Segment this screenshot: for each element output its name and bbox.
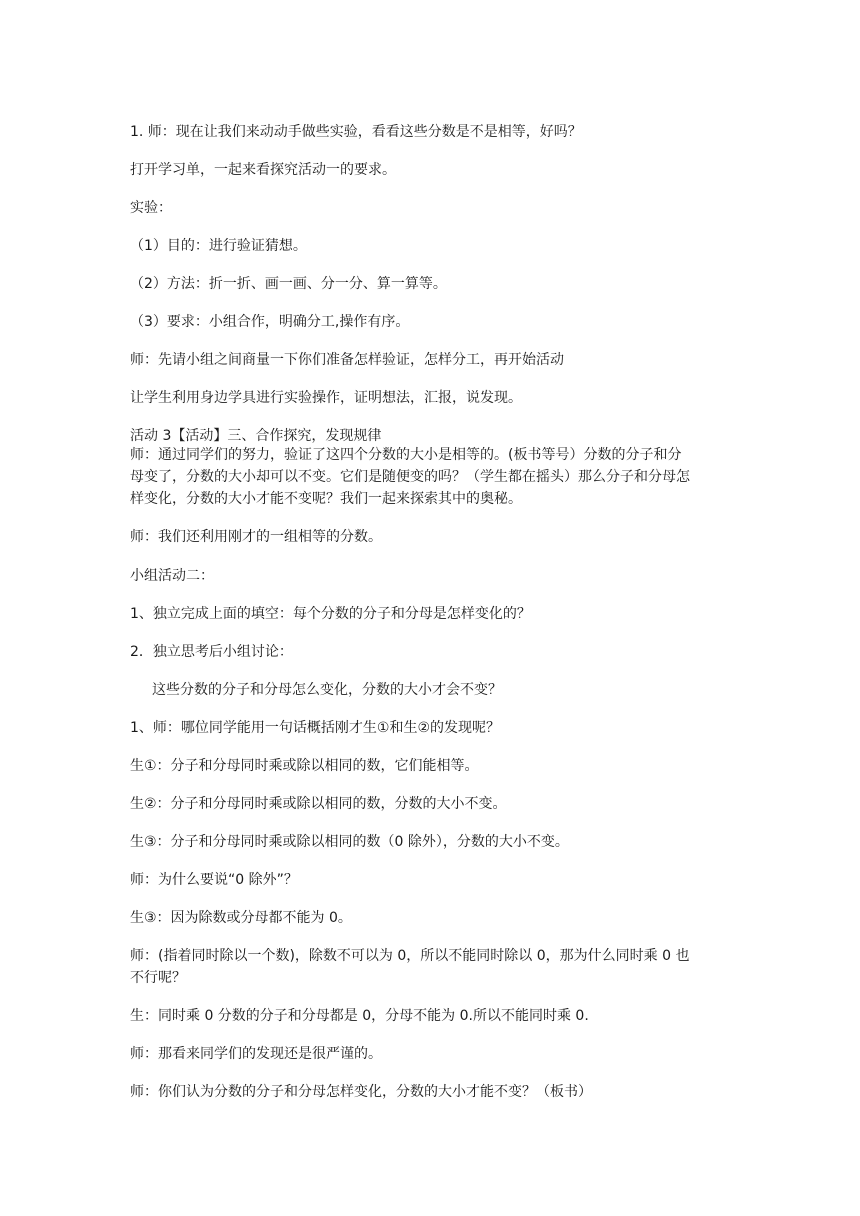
paragraph-line: 师：那看来同学们的发现还是很严谨的。	[130, 1046, 382, 1062]
paragraph-line: 打开学习单，一起来看探究活动一的要求。	[130, 162, 396, 178]
paragraph-line: 这些分数的分子和分母怎么变化，分数的大小才会不变？	[152, 682, 502, 698]
paragraph-line: 师：你们认为分数的分子和分母怎样变化，分数的大小才能不变？（板书）	[130, 1084, 592, 1100]
paragraph-line: （3）要求：小组合作，明确分工,操作有序。	[130, 314, 410, 330]
paragraph-line: 小组活动二：	[130, 568, 214, 584]
paragraph-line: 1、独立完成上面的填空：每个分数的分子和分母是怎样变化的？	[130, 606, 531, 622]
paragraph-line: 实验：	[130, 200, 172, 216]
section-heading: 活动 3【活动】三、合作探究，发现规律	[130, 428, 382, 444]
paragraph-line: 2．独立思考后小组讨论：	[130, 644, 293, 660]
paragraph-line: （2）方法：折一折、画一画、分一分、算一算等。	[130, 276, 447, 292]
paragraph-line: 师：先请小组之间商量一下你们准备怎样验证，怎样分工，再开始活动	[130, 352, 564, 368]
paragraph-line: 不行呢？	[130, 970, 186, 986]
paragraph-line: 1、师：哪位同学能用一句话概括刚才生①和生②的发现呢？	[130, 720, 501, 736]
paragraph-line: 生③：分子和分母同时乘或除以相同的数（0 除外），分数的大小不变。	[130, 834, 569, 850]
paragraph-line: 生②：分子和分母同时乘或除以相同的数，分数的大小不变。	[130, 796, 507, 812]
paragraph-line: 师：通过同学们的努力，验证了这四个分数的大小是相等的。(板书等号）分数的分子和分	[130, 447, 682, 463]
paragraph-line: 师：(指着同时除以一个数)，除数不可以为 0，所以不能同时除以 0，那为什么同时乘 0 也	[130, 948, 690, 964]
paragraph-line: 师：我们还利用刚才的一组相等的分数。	[130, 529, 382, 545]
paragraph-line: 生①：分子和分母同时乘或除以相同的数，它们能相等。	[130, 758, 479, 774]
paragraph-line: 生：同时乘 0 分数的分子和分母都是 0，分母不能为 0.所以不能同时乘 0.	[130, 1008, 589, 1024]
paragraph-line: 师：为什么要说“0 除外”？	[130, 872, 298, 888]
paragraph-line: 让学生利用身边学具进行实验操作，证明想法，汇报，说发现。	[130, 390, 522, 406]
paragraph-line: 样变化，分数的大小才能不变呢？我们一起来探索其中的奥秘。	[130, 491, 522, 507]
paragraph-line: 母变了，分数的大小却可以不变。它们是随便变的吗？（学生都在摇头）那么分子和分母怎	[130, 469, 690, 485]
paragraph-line: （1）目的：进行验证猜想。	[130, 238, 307, 254]
paragraph-line: 生③：因为除数或分母都不能为 0。	[130, 910, 352, 926]
paragraph-line: 1. 师：现在让我们来动动手做些实验，看看这些分数是不是相等，好吗？	[130, 124, 582, 140]
